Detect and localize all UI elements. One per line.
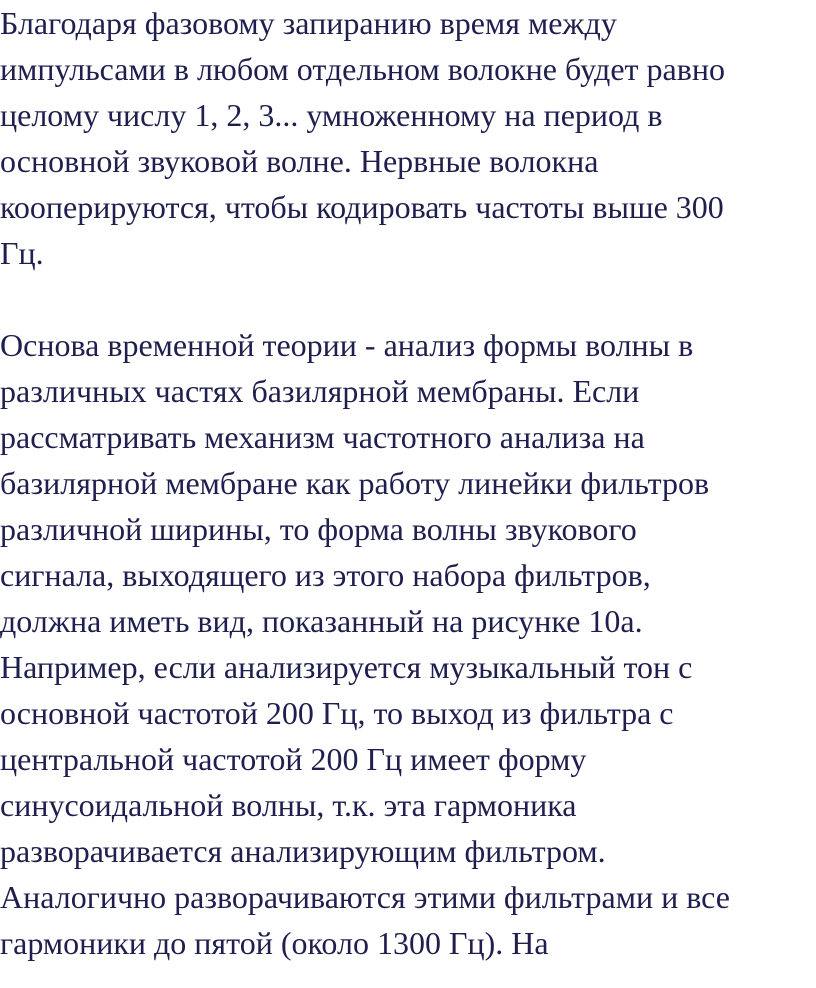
text-line: различной ширины, то форма волны звукового	[0, 511, 637, 547]
text-line: гармоники до пятой (около 1300 Гц). На	[0, 925, 549, 961]
text-line: основной звуковой волне. Нервные волокна	[0, 143, 599, 179]
text-line: центральной частотой 200 Гц имеет форму	[0, 741, 587, 777]
text-line: разворачивается анализирующим фильтром.	[0, 833, 606, 869]
text-line: Благодаря фазовому запиранию время между	[0, 5, 617, 41]
text-line: Аналогично разворачиваются этими фильтрами и все	[0, 879, 730, 915]
text-line: Например, если анализируется музыкальный тон с	[0, 649, 693, 685]
text-line: Основа временной теории - анализ формы волны в	[0, 327, 694, 363]
text-line: сигнала, выходящего из этого набора фильтров,	[0, 557, 651, 593]
text-line: базилярной мембране как работу линейки фильтров	[0, 465, 710, 501]
text-line: синусоидальной волны, т.к. эта гармоника	[0, 787, 577, 823]
text-line: кооперируются, чтобы кодировать частоты выше 300	[0, 189, 724, 225]
text-line: различных частях базилярной мембраны. Если	[0, 373, 640, 409]
text-line: импульсами в любом отдельном волокне будет равно	[0, 51, 725, 87]
text-line: целому числу 1, 2, 3... умноженному на период в	[0, 97, 663, 133]
text-line: должна иметь вид, показанный на рисунке 10а.	[0, 603, 643, 639]
text-line: основной частотой 200 Гц, то выход из фильтра с	[0, 695, 674, 731]
text-line: Гц.	[0, 235, 44, 271]
text-line: рассматривать механизм частотного анализа на	[0, 419, 645, 455]
